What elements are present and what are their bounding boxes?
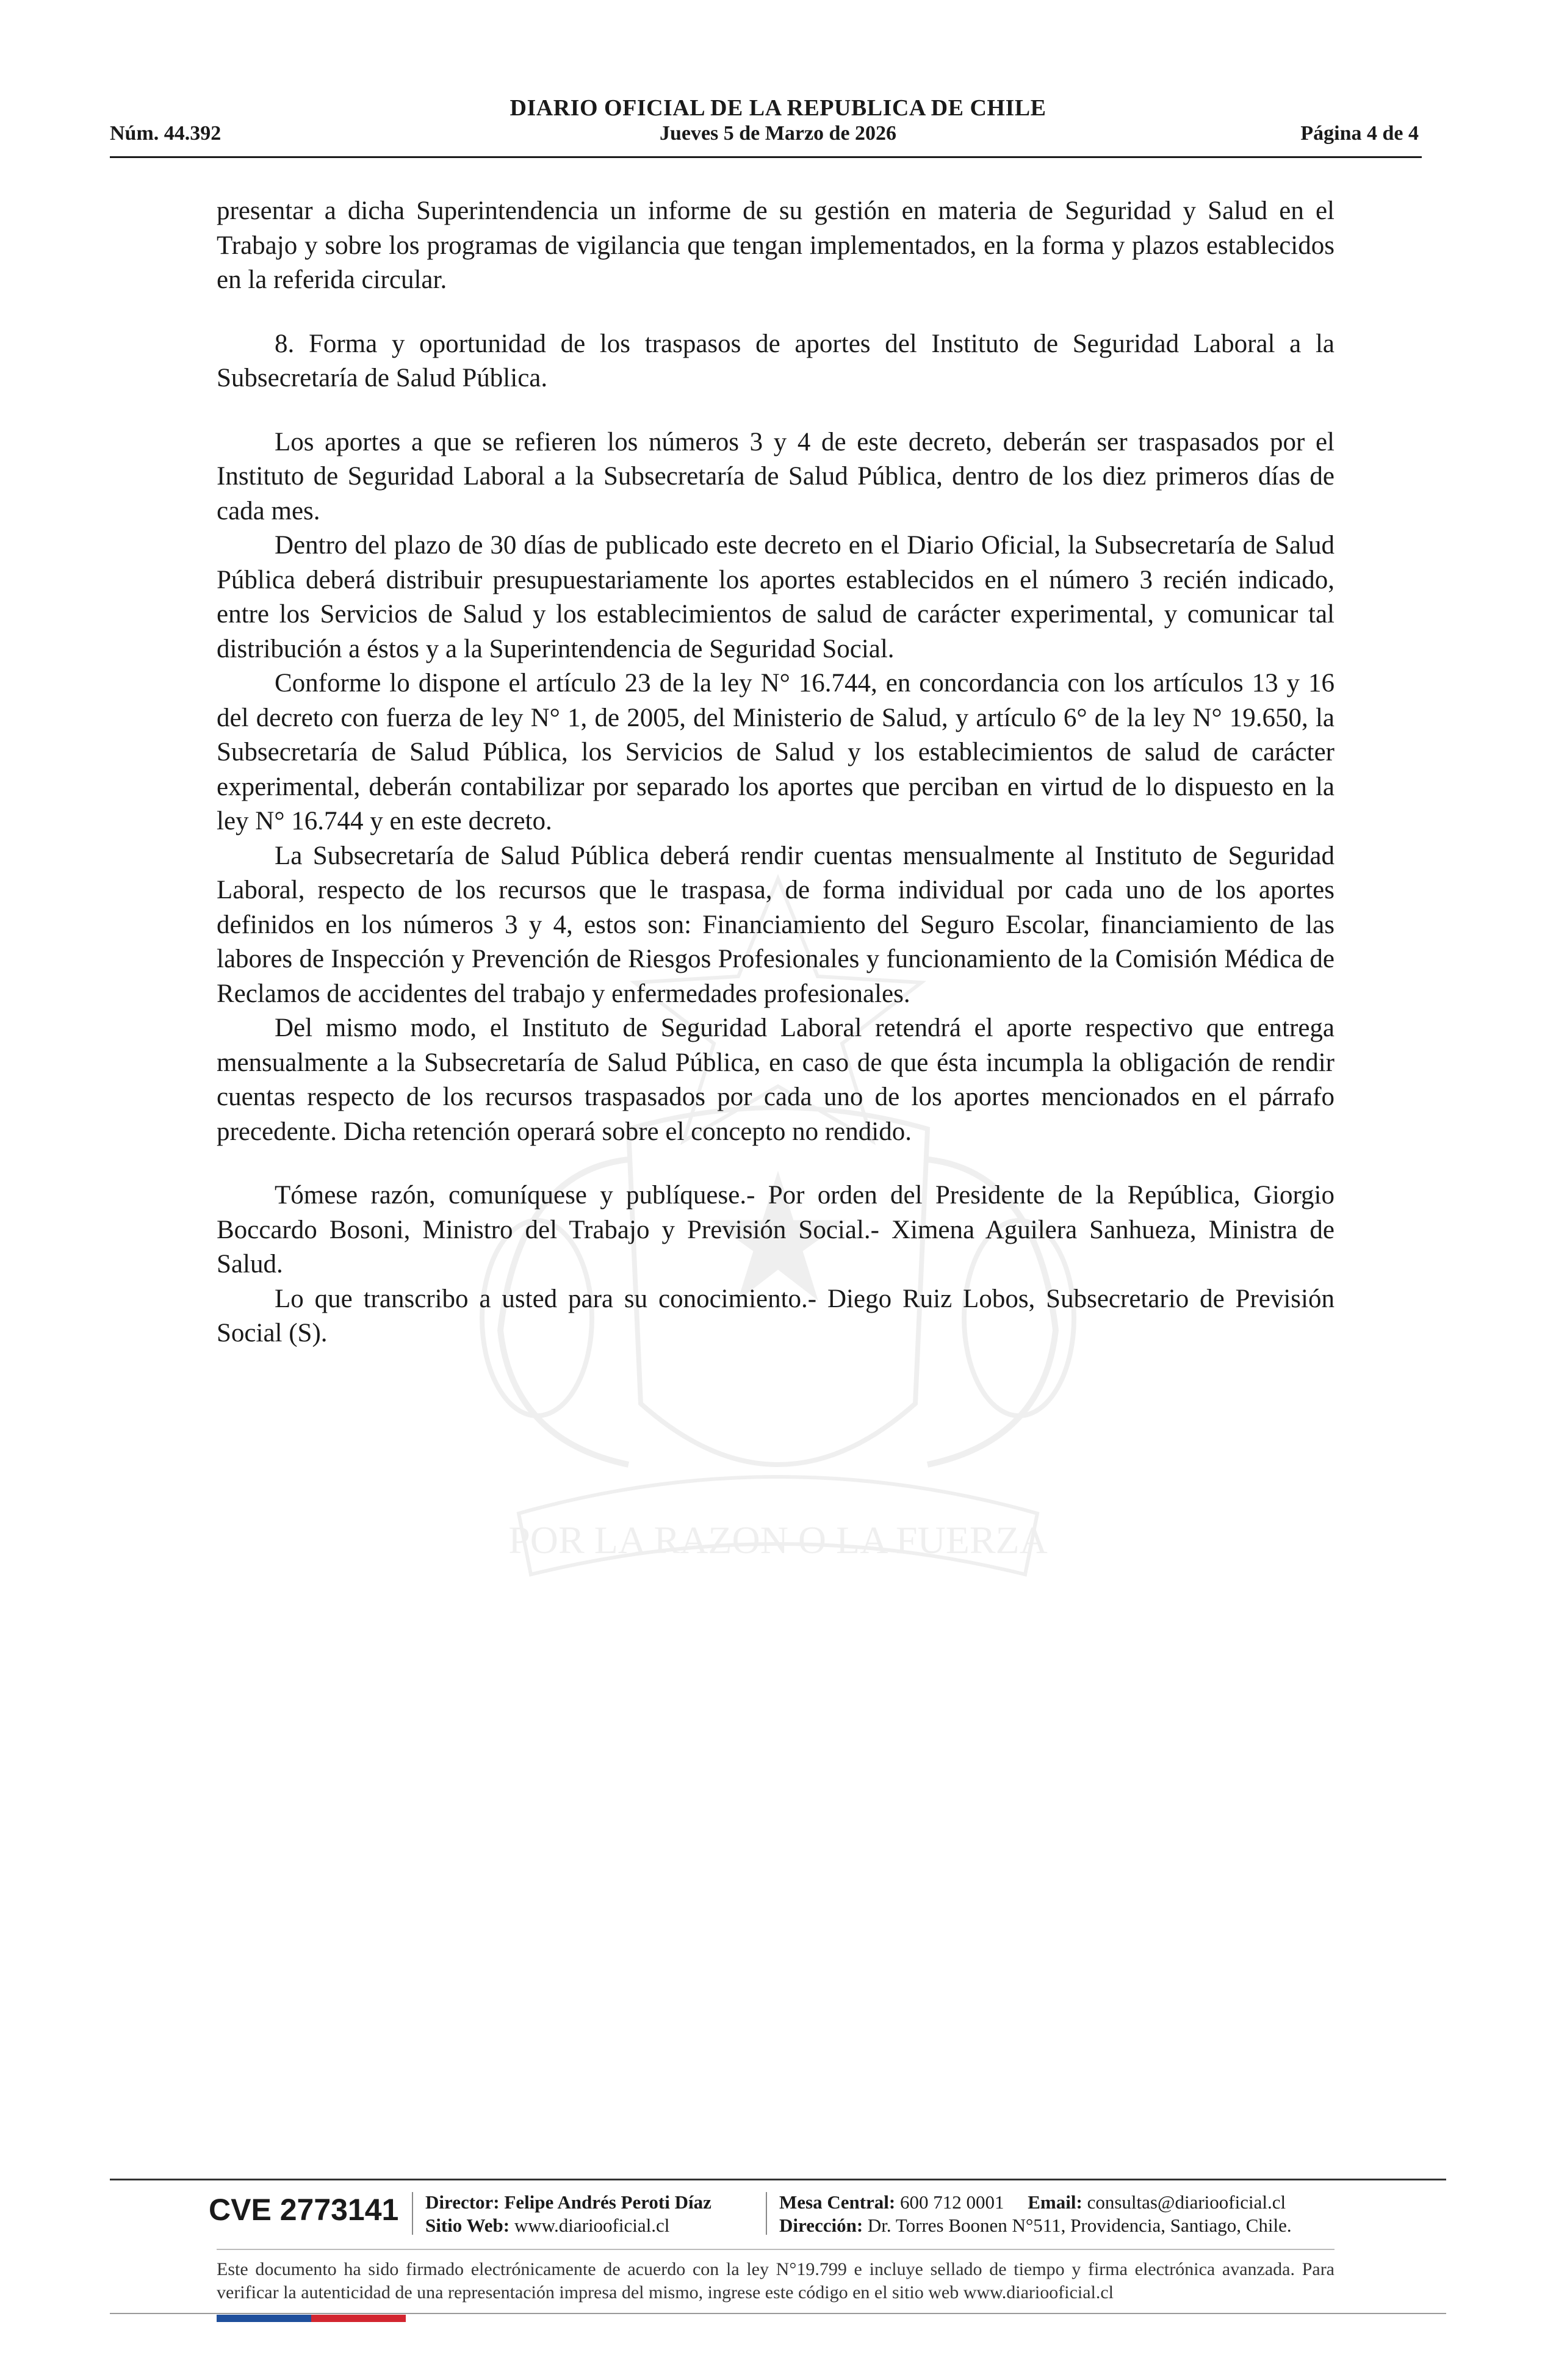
section-heading-8: 8. Forma y oportunidad de los traspasos de aportes del Instituto de Seguridad Laboral a la Subsecretaría de Salud Pública.	[217, 329, 1334, 392]
flag-stripe-red	[311, 2315, 406, 2322]
header-divider	[110, 156, 1422, 158]
paragraph: Conforme lo dispone el artículo 23 de la ley N° 16.744, en concordancia con los artículos 13 y 16 del decreto con fuerza de ley N° 1, de 2005, del Ministerio de Salud, y artículo 6° de la ley N° 19.650, la Subsecretaría de Salud Pública, los Servicios de Salud y los establecimientos de salud de carácter experimental, deberán contabilizar por separado los aportes que perciban en virtud de lo dispuesto en la ley N° 16.744 y en este decreto.	[217, 669, 1334, 835]
signature-notice: Este documento ha sido firmado electrónicamente de acuerdo con la ley N°19.799 e incluye sellado de tiempo y firma electrónica avanzada. Para verificar la autenticidad de una representación impresa del mismo, ingrese este código en el sitio web www.diariooficial.cl	[217, 2259, 1334, 2302]
document-body	[217, 194, 1334, 1351]
director-name: Felipe Andrés Peroti Díaz	[504, 2191, 711, 2213]
footer-separator	[412, 2192, 413, 2235]
paragraph: Del mismo modo, el Instituto de Seguridad Laboral retendrá el aporte respectivo que entrega mensualmente a la Subsecretaría de Salud Pública, en caso de que ésta incumpla la obligación de rendir cuentas respecto de los recursos traspasados por cada uno de los aportes mencionados en el párrafo precedente. Dicha retención operará sobre el concepto no rendido.	[217, 1014, 1334, 1146]
footer-divider-mid	[217, 2249, 1334, 2250]
newspaper-title: DIARIO OFICIAL DE LA REPUBLICA DE CHILE	[510, 95, 1046, 121]
motto-text: POR LA RAZON O LA FUERZA	[508, 1518, 1048, 1562]
footer-divider-top	[110, 2179, 1446, 2180]
paragraph-continuation: presentar a dicha Superintendencia un informe de su gestión en materia de Seguridad y Salud en el Trabajo y sobre los programas de vigilancia que tengan implementados, en la forma y plazos establecidos en la referida circular.	[217, 197, 1334, 294]
website-link[interactable]: www.diariooficial.cl	[514, 2215, 670, 2236]
footer-contact-block	[779, 2191, 1292, 2237]
email-label: Email:	[1028, 2191, 1082, 2213]
flag-stripe-blue	[217, 2315, 311, 2322]
email-link[interactable]: consultas@diariooficial.cl	[1087, 2191, 1286, 2213]
footer-separator	[766, 2192, 767, 2235]
paragraph: Los aportes a que se refieren los números 3 y 4 de este decreto, deberán ser traspasados por el Instituto de Seguridad Laboral a la Subsecretaría de Salud Pública, dentro de los diez primeros días de cada mes.	[217, 427, 1334, 525]
footer-director-block	[425, 2191, 711, 2237]
footer-divider-bottom	[110, 2313, 1446, 2314]
paragraph: Dentro del plazo de 30 días de publicado este decreto en el Diario Oficial, la Subsecretaría de Salud Pública deberá distribuir presupuestariamente los aportes establecidos en el número 3 recién indicado, entre los Servicios de Salud y los establecimientos de salud de carácter experimental, y comunicar tal distribución a éstos y a la Superintendencia de Seguridad Social.	[217, 531, 1334, 663]
phone-label: Mesa Central:	[779, 2191, 896, 2213]
address-value: Dr. Torres Boonen N°511, Providencia, Santiago, Chile.	[867, 2215, 1292, 2236]
website-label: Sitio Web:	[425, 2215, 510, 2236]
director-label: Director:	[425, 2191, 500, 2213]
cve-code: CVE 2773141	[209, 2193, 399, 2227]
address-label: Dirección:	[779, 2215, 863, 2236]
phone-value: 600 712 0001	[900, 2191, 1004, 2213]
page-indicator: Página 4 de 4	[1300, 122, 1419, 145]
paragraph: La Subsecretaría de Salud Pública deberá rendir cuentas mensualmente al Instituto de Seguridad Laboral, respecto de los recursos que le traspasa, de forma individual por cada uno de los aportes definidos en los números 3 y 4, estos son: Financiamiento del Seguro Escolar, financiamiento de las labores de Inspección y Prevención de Riesgos Profesionales y funcionamiento de la Comisión Médica de Reclamos de accidentes del trabajo y enfermedades profesionales.	[217, 841, 1334, 1008]
issue-number: Núm. 44.392	[110, 122, 222, 145]
publication-date: Jueves 5 de Marzo de 2026	[659, 122, 897, 145]
transcription-paragraph: Lo que transcribo a usted para su conocimiento.- Diego Ruiz Lobos, Subsecretario de Previsión Social (S).	[217, 1284, 1334, 1347]
signature-paragraph: Tómese razón, comuníquese y publíquese.- Por orden del Presidente de la República, Giorgio Boccardo Bosoni, Ministro del Trabajo y Previsión Social.- Ximena Aguilera Sanhueza, Ministra de Salud.	[217, 1181, 1334, 1278]
